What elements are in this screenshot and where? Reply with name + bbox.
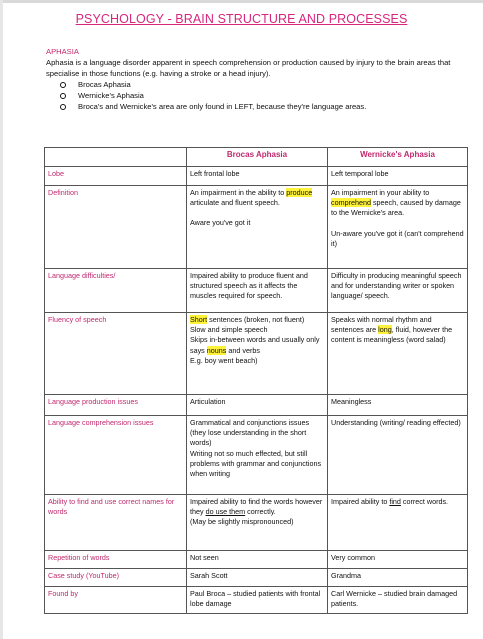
page-edge-top xyxy=(0,0,483,3)
cell-text: and verbs xyxy=(226,345,260,355)
cell-text: Impaired ability to xyxy=(331,497,390,506)
wernicke-cell xyxy=(328,313,468,395)
intro-paragraph: Aphasia is a language disorder apparent in speech comprehension or production caused by injury to the brain areas that specialise in those functions (e.g. having a stroke or a head injury). xyxy=(46,58,451,78)
row-label: Lobe xyxy=(45,167,187,186)
broca-cell: Paul Broca – studied patients with frontal lobe damage xyxy=(187,587,328,614)
cell-text: Impaired ability to find the words however they xyxy=(190,497,323,517)
document-title: PSYCHOLOGY - BRAIN STRUCTURE AND PROCESSES xyxy=(75,12,408,26)
header-wernicke: Wernicke's Aphasia xyxy=(328,148,468,167)
row-label: Case study (YouTube) xyxy=(45,569,187,587)
table-row xyxy=(45,551,468,569)
broca-cell: Impaired ability to produce fluent and structured speech as it affects the muscles required for speech. xyxy=(187,269,328,313)
header-broca: Brocas Aphasia xyxy=(187,148,328,167)
cell-text: sentences (broken, not fluent) xyxy=(207,315,305,324)
table-row xyxy=(45,395,468,416)
broca-cell: Sarah Scott xyxy=(187,569,328,587)
row-label: Language comprehension issues xyxy=(45,416,187,495)
cell-text: Slow and simple speech xyxy=(190,325,268,335)
broca-cell: Left frontal lobe xyxy=(187,167,328,186)
table-row xyxy=(45,313,468,395)
wernicke-cell: Difficulty in producing meaningful speech and for understanding writer or spoken language/ speech. xyxy=(328,269,468,313)
list-item: Brocas Aphasia xyxy=(58,79,466,90)
table-header-row xyxy=(45,148,468,167)
row-label: Language difficulties/ xyxy=(45,269,187,313)
wernicke-cell: Left temporal lobe xyxy=(328,167,468,186)
cell-text xyxy=(190,335,324,355)
broca-cell xyxy=(187,186,328,269)
cell-text: Un-aware you've got it (can't comprehend it) xyxy=(331,228,464,248)
header-empty xyxy=(45,148,187,167)
wernicke-cell: Meaningless xyxy=(328,395,468,416)
highlighted-text: Short xyxy=(190,315,208,324)
cell-text: E.g. boy went beach) xyxy=(190,355,258,365)
bullet-list xyxy=(46,79,466,112)
table-row xyxy=(45,186,468,269)
table-row xyxy=(45,587,468,614)
broca-cell xyxy=(187,313,328,395)
wernicke-cell: Very common xyxy=(328,551,468,569)
cell-text: An impairment in the ability to xyxy=(190,188,287,197)
row-label: Fluency of speech xyxy=(45,313,187,395)
cell-text: Aware you've got it xyxy=(190,218,251,228)
section-heading: APHASIA xyxy=(46,47,79,56)
highlighted-text: produce xyxy=(286,188,313,197)
highlighted-text: nouns xyxy=(206,345,227,355)
cell-text: (May be slightly mispronounced) xyxy=(190,517,294,527)
cell-text: correctly. xyxy=(245,507,276,517)
underlined-text: do use them xyxy=(205,507,246,517)
cell-text: Writing not so much effected, but still problems with grammar and conjunctions when writing xyxy=(190,448,322,479)
broca-cell xyxy=(187,416,328,495)
broca-cell: Not seen xyxy=(187,551,328,569)
wernicke-cell xyxy=(328,495,468,551)
cell-text: speech, caused by damage to the Wernicke's area. xyxy=(331,198,461,218)
table-row xyxy=(45,167,468,186)
page-edge-left xyxy=(0,0,3,639)
broca-cell: Articulation xyxy=(187,395,328,416)
cell-text: , fluid, however the content is meaningless (word salad) xyxy=(331,325,453,345)
cell-text: Skips in-between words and usually only says xyxy=(190,335,320,355)
list-item: Wernicke's Aphasia xyxy=(58,90,466,101)
row-label: Repetition of words xyxy=(45,551,187,569)
wernicke-cell: Grandma xyxy=(328,569,468,587)
row-label: Ability to find and use correct names for words xyxy=(45,495,187,551)
highlighted-text: comprehend xyxy=(331,198,371,208)
cell-text: correct words. xyxy=(400,497,449,506)
intro-section xyxy=(46,46,466,112)
cell-text: articulate and fluent speech. xyxy=(190,198,280,208)
wernicke-cell: Carl Wernicke – studied brain damaged patients. xyxy=(328,587,468,614)
row-label: Language production issues xyxy=(45,395,187,416)
list-item: Broca's and Wernicke's area are only found in LEFT, because they're language areas. xyxy=(58,101,466,112)
wernicke-cell xyxy=(328,186,468,269)
highlighted-text: long xyxy=(378,325,392,335)
underlined-text: find xyxy=(389,497,401,506)
wernicke-cell: Understanding (writing/ reading effected) xyxy=(328,416,468,495)
table-row xyxy=(45,495,468,551)
table-row xyxy=(45,269,468,313)
cell-text: Grammatical and conjunctions issues (they lose understanding in the short words) xyxy=(190,418,310,448)
broca-cell xyxy=(187,495,328,551)
table-row xyxy=(45,416,468,495)
row-label: Definition xyxy=(45,186,187,269)
table-row xyxy=(45,569,468,587)
cell-text: Speaks with normal rhythm and sentences are xyxy=(331,315,432,335)
cell-text: An impairment in your ability to xyxy=(331,188,430,197)
comparison-table xyxy=(44,147,468,614)
row-label: Found by xyxy=(45,587,187,614)
